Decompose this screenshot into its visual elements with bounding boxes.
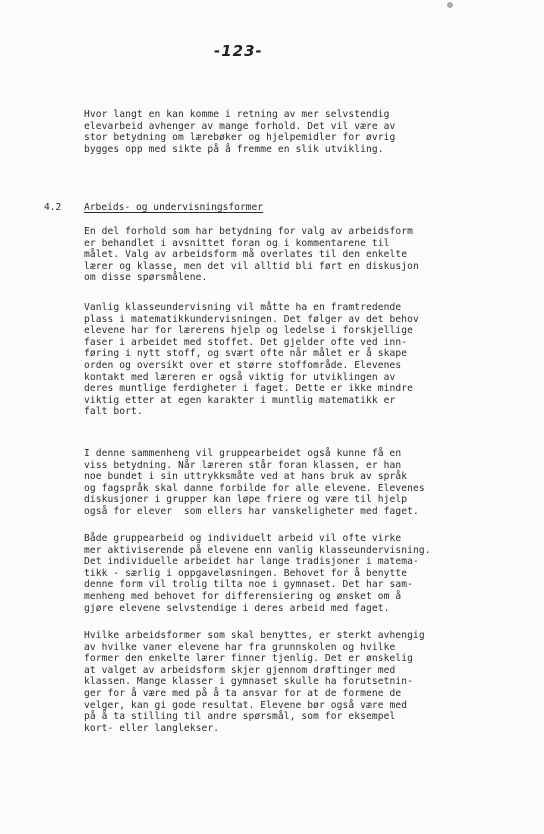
paragraph-3: I denne sammenheng vil gruppearbeidet også kunne få en viss betydning. Når læreren står foran klassen, er han noe bundet i sin uttrykksmåte ved at hans bruk av språk og fagspråk skal danne forbilde for alle elevene. Elevenes diskusjoner i grupper kan løpe friere og være til hjelp også for elever som ellers har vanskeligheter med faget. bbox=[84, 448, 425, 517]
paragraph-5: Hvilke arbeidsformer som skal benyttes, er sterkt avhengig av hvilke vaner elevene har fra grunnskolen og hvilke former den enkelte lærer finner tjenlig. Det er ønskelig at valget av arbeidsform skjer gjennom drøftinger med klassen. Mange klasser i gymnaset skulle ha forutsetnin- ger for å være med på å ta ansvar for at de formene de velger, kan gi gode resultat. Elevene bør også være med på å ta stilling til andre spørsmål, som for eksempel kort- eller langlekser. bbox=[84, 630, 425, 734]
section-title: Arbeids- og undervisningsformer bbox=[84, 202, 264, 213]
paragraph-2: Vanlig klasseundervisning vil måtte ha en framtredende plass i matematikkundervisningen. Det følger av det behov elevene har for lærerens hjelp og ledelse i forskjellige faser i arbeidet med stoffet. Det gjelder ofte ved inn- føring i nytt stoff, og svært ofte når målet er å skape orden og oversikt over et større stoffområde. Elevenes kontakt med læreren er også viktig for utviklingen av deres muntlige ferdigheter i faget. Dette er ikke mindre viktig etter at egen karakter i muntlig matematikk er falt bort. bbox=[84, 302, 419, 418]
page-speck bbox=[447, 2, 453, 8]
paragraph-4: Både gruppearbeid og individuelt arbeid vil ofte virke mer aktiviserende på elevene enn vanlig klasseundervisning. Det individuelle arbeidet har lange tradisjoner i matema- tikk - særlig i oppgaveløsningen. Behovet for å benytte denne form vil trolig tilta noe i gymnaset. Det har sam- menheng med behovet for differensiering og ønsket om å gjøre elevene selvstendige i deres arbeid med faget. bbox=[84, 533, 431, 614]
page-number: -123- bbox=[214, 42, 263, 60]
section-number: 4.2 bbox=[44, 202, 62, 213]
paragraph-1: En del forhold som har betydning for valg av arbeidsform er behandlet i avsnittet foran og i kommentarene til målet. Valg av arbeidsform må overlates til den enkelte lærer og klasse, men det vil alltid bli ført en diskusjon om disse spørsmålene. bbox=[84, 226, 419, 284]
intro-paragraph: Hvor langt en kan komme i retning av mer selvstendig elevarbeid avhenger av mange forhold. Det vil være av stor betydning om lærebøker og hjelpemidler for øvrig bygges opp med sikte på å fremme en slik utvikling. bbox=[84, 109, 396, 155]
